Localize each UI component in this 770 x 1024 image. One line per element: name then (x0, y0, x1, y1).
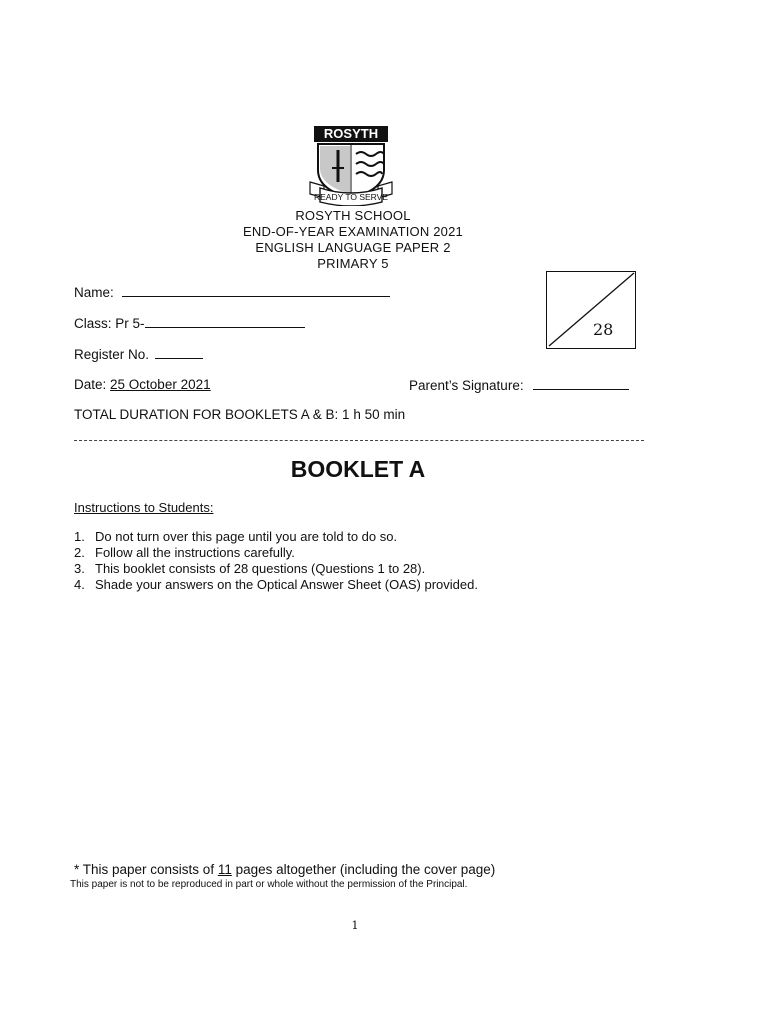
list-item: 2. Follow all the instructions carefully. (74, 545, 295, 560)
booklet-title: BOOKLET A (290, 456, 426, 482)
name-field (74, 284, 390, 300)
exam-name: END-OF-YEAR EXAMINATION 2021 (243, 224, 463, 239)
svg-text:READY TO SERVE: READY TO SERVE (313, 192, 389, 202)
svg-text:ROSYTH: ROSYTH (323, 126, 379, 141)
score-total: 28 (593, 320, 614, 339)
page-count: 11 (217, 862, 232, 877)
date-field (74, 377, 211, 392)
class-field (74, 315, 305, 331)
register-field (74, 346, 203, 362)
school-name: ROSYTH SCHOOL (295, 208, 411, 223)
parent-signature-field (409, 377, 629, 393)
copyright-note: This paper is not to be reproduced in part or whole without the permission of the Principal. (70, 879, 468, 890)
page-number: 1 (351, 919, 359, 932)
parent-signature-label: Parent’s Signature: (409, 378, 524, 393)
list-item: 3. This booklet consists of 28 questions (Questions 1 to 28). (74, 561, 426, 576)
page-count-note: * This paper consists of 11 pages altogether (including the cover page) (74, 862, 496, 877)
class-label: Class: Pr 5- (74, 316, 145, 331)
score-box-diagonal (547, 272, 635, 348)
exam-header (0, 208, 706, 272)
class-blank[interactable] (145, 315, 305, 328)
school-crest-logo (308, 124, 394, 206)
instructions-list (74, 529, 478, 593)
list-item: 1. Do not turn over this page until you are told to do so. (74, 529, 398, 544)
register-blank[interactable] (155, 346, 203, 359)
section-divider (74, 440, 644, 441)
paper-name: ENGLISH LANGUAGE PAPER 2 (255, 240, 451, 255)
date-label: Date: (74, 377, 111, 392)
total-duration: TOTAL DURATION FOR BOOKLETS A & B: 1 h 50 min (74, 407, 406, 422)
name-label: Name: (74, 285, 114, 300)
parent-signature-blank[interactable] (533, 377, 629, 390)
name-blank[interactable] (122, 284, 390, 297)
list-item: 4. Shade your answers on the Optical Answer Sheet (OAS) provided. (74, 577, 478, 592)
register-label: Register No. (74, 347, 150, 362)
score-box (546, 271, 636, 349)
date-value: 25 October 2021 (110, 377, 211, 392)
level-name: PRIMARY 5 (317, 256, 389, 271)
instructions-heading: Instructions to Students: (74, 500, 214, 515)
